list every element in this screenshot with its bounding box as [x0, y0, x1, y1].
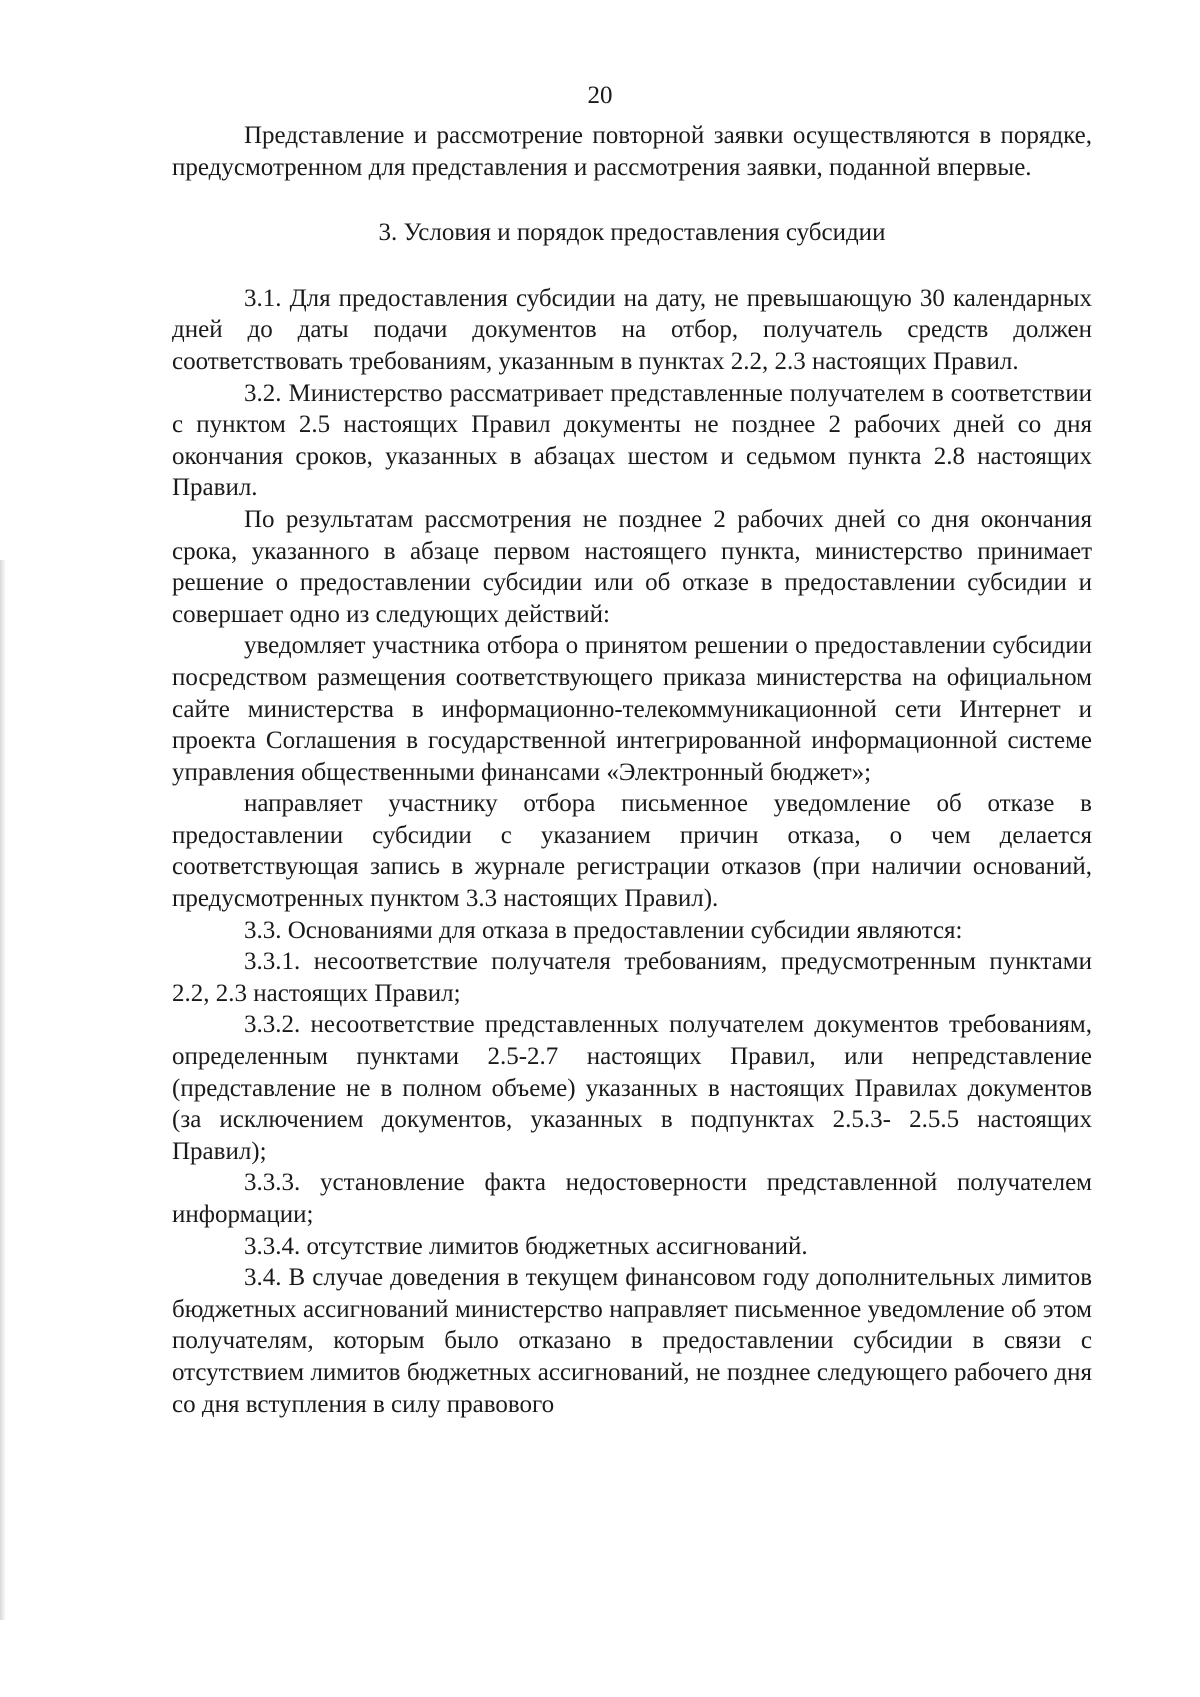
paragraph-3-3-4: 3.3.4. отсутствие лимитов бюджетных ассигнований.	[244, 1232, 808, 1260]
paragraph-3-4: 3.4. В случае доведения в текущем финансовом году дополнительных лимитов бюджетных ассигнований министерство направляет письменное уведомление об этом получателям, которым было отказано в предоставлении субсидии в связи с отсутствием лимитов бюджетных ассигнований, не позднее следующего рабочего дня со дня вступления в силу правового	[172, 1264, 1092, 1418]
paragraph-3-3-3: 3.3.3. установление факта недостоверности представленной получателем информации;	[172, 1169, 1092, 1228]
paragraph-resubmission: Представление и рассмотрение повторной заявки осуществляются в порядке, предусмотренном для представления и рассмотрения заявки, поданной впервые.	[172, 122, 1092, 181]
section-heading: 3. Условия и порядок предоставления субсидии	[378, 219, 886, 247]
scan-edge-shadow	[0, 560, 6, 1620]
paragraph-3-3-1: 3.3.1. несоответствие получателя требованиям, предусмотренным пунктами 2.2, 2.3 настоящих Правил;	[172, 948, 1092, 1007]
paragraph-review-results: По результатам рассмотрения не позднее 2 рабочих дней со дня окончания срока, указанного в абзаце первом настоящего пункта, министерство принимает решение о предоставлении субсидии или об отказе в предоставлении субсидии и совершает одно из следующих действий:	[172, 505, 1092, 628]
paragraph-3-2: 3.2. Министерство рассматривает представленные получателем в соответствии с пунктом 2.5 настоящих Правил документы не позднее 2 рабочих дней со дня окончания сроков, указанных в абзацах шестом и седьмом пункта 2.8 настоящих Правил.	[172, 379, 1092, 502]
paragraph-3-3: 3.3. Основаниями для отказа в предоставлении субсидии являются:	[244, 916, 963, 944]
page-number: 20	[587, 82, 613, 109]
paragraph-3-3-2: 3.3.2. несоответствие представленных получателем документов требованиям, определенным пунктами 2.5-2.7 настоящих Правил, или непредставление (представление не в полном объеме) указанных в настоящих Правилах документов (за исключением документов, указанных в подпунктах 2.5.3- 2.5.5 настоящих Правил);	[172, 1011, 1092, 1165]
paragraph-notify-decision: уведомляет участника отбора о принятом решении о предоставлении субсидии посредством размещения соответствующего приказа министерства на официальном сайте министерства в информационно-телекоммуникационной сети Интернет и проекта Соглашения в государственной интегрированной информационной системе управления общественными финансами «Электронный бюджет»;	[172, 632, 1092, 786]
paragraph-3-1: 3.1. Для предоставления субсидии на дату, не превышающую 30 календарных дней до даты подачи документов на отбор, получатель средств должен соответствовать требованиям, указанным в пунктах 2.2, 2.3 настоящих Правил.	[172, 284, 1092, 375]
paragraph-refusal-notice: направляет участнику отбора письменное уведомление об отказе в предоставлении субсидии с указанием причин отказа, о чем делается соответствующая запись в журнале регистрации отказов (при наличии оснований, предусмотренных пунктом 3.3 настоящих Правил).	[172, 790, 1092, 913]
document-body	[172, 120, 1092, 1420]
